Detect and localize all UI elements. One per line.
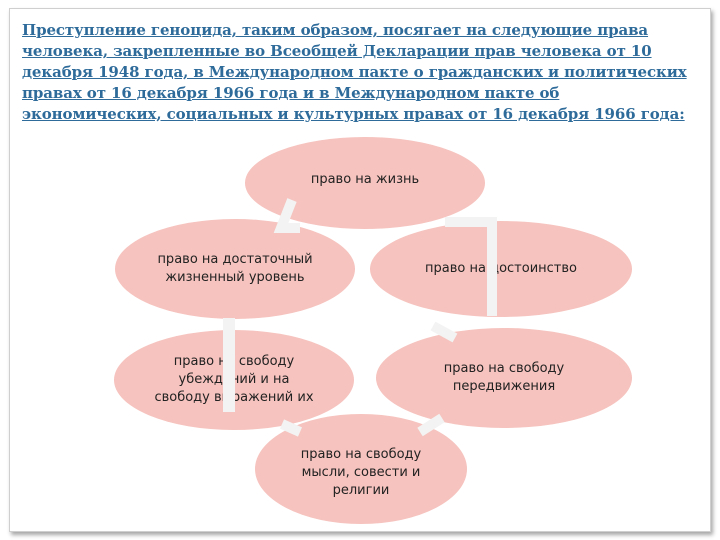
connector-arrow-life-to-living-standard <box>281 200 300 228</box>
connector-arrow-beliefs-to-thought <box>282 424 300 432</box>
slide-heading: Преступление геноцида, таким образом, посягает на следующие права человека, закрепленные во Всеобщей Декларации прав человека от 10 декабря 1948 года, в Международном пакте о гражданских и политических правах от 16 декабря 1966 года и в Международном пакте об экономических, социальных и культурных правах от 16 декабря 1966 года: <box>22 21 687 123</box>
node-right-to-living-standard-label: право на достаточный жизненный уровень <box>157 252 313 285</box>
node-right-to-movement-label: право на свободу передвижения <box>443 361 565 394</box>
node-right-to-thought-label: право на свободу мысли, совести и религии <box>300 447 422 498</box>
connector-arrow-movement-to-dignity <box>433 326 455 338</box>
connector-arrow-dignity-to-life <box>445 222 492 316</box>
connector-arrow-thought-to-movement <box>420 418 442 432</box>
node-right-to-dignity-label: право на достоинство <box>425 261 577 276</box>
node-right-to-beliefs-label: право на свободу убеждений и на свободу выражений их <box>154 354 314 405</box>
node-right-to-life-label: право на жизнь <box>310 172 420 187</box>
